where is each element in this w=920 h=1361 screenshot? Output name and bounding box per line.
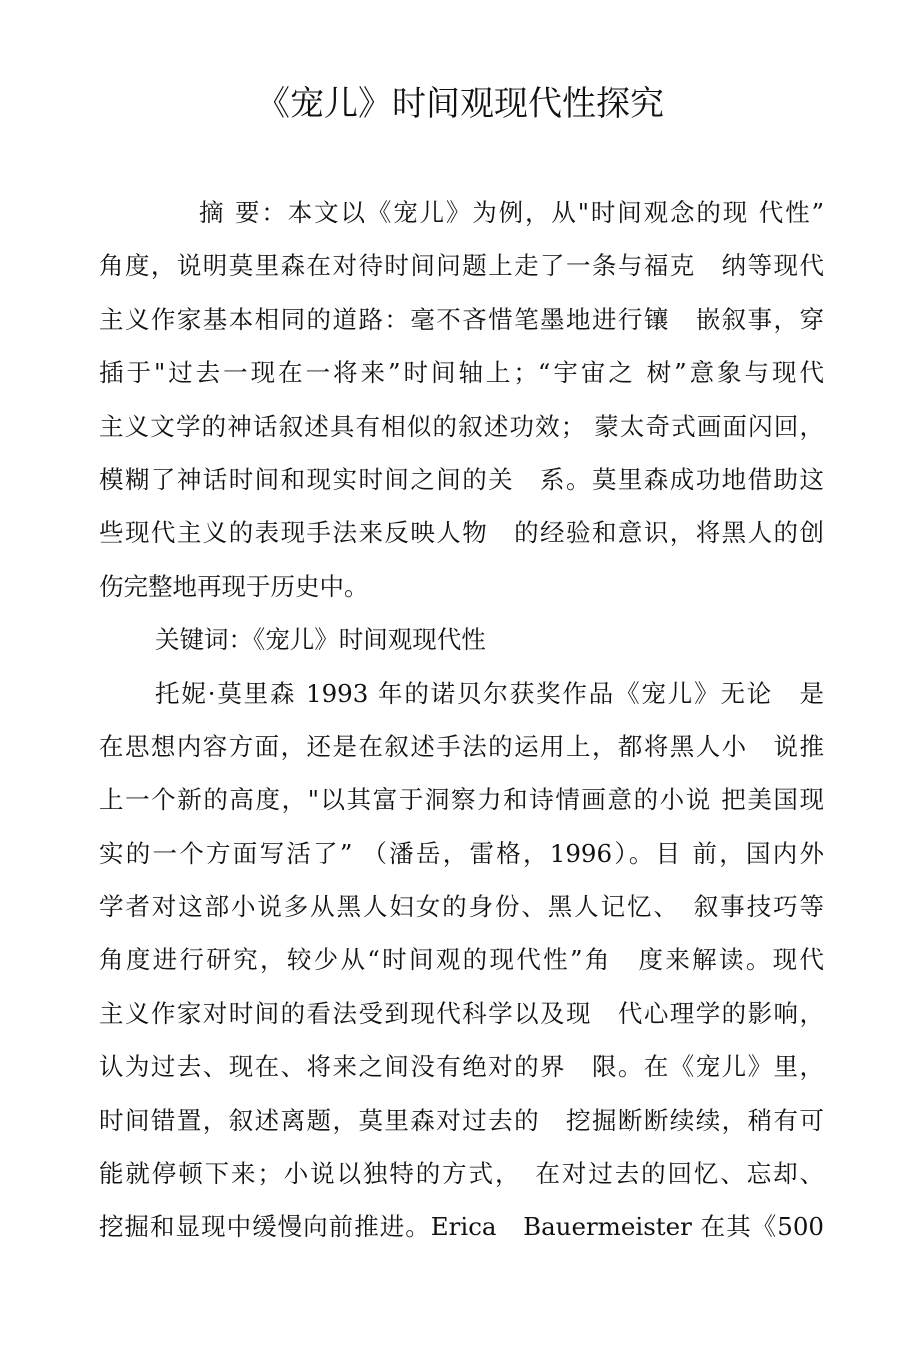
paragraph-line: 主义作家对时间的看法受到现代科学以及现 代心理学的影响， [99,998,824,1028]
abstract-line: 摘 要：本文以《宠儿》为例，从"时间观念的现 代性” [199,198,824,227]
paragraph-line: 时间错置，叙述离题，莫里森对过去的 挖掘断断续续，稍有可 [99,1105,824,1135]
keywords-line: 关键词：《宠儿》时间观现代性 [155,625,486,655]
paragraph-line: 上一个新的高度，"以其富于洞察力和诗情画意的小说 把美国现 [99,785,824,815]
abstract-line: 些现代主义的表现手法来反映人物 的经验和意识，将黑人的创 [99,518,824,548]
abstract-line: 模糊了神话时间和现实时间之间的关 系。莫里森成功地借助这 [99,464,824,494]
paragraph-line: 实的一个方面写活了” （潘岳，雷格，1996）。目 前，国内外 [99,838,824,868]
abstract-line: 伤完整地再现于历史中。 [99,571,369,601]
document-title: 《宠儿》时间观现代性探究 [256,84,664,124]
paragraph-line: 角度进行研究，较少从“时间观的现代性”角 度来解读。现代 [99,945,824,975]
paragraph-line: 认为过去、现在、将来之间没有绝对的界 限。在《宠儿》里， [99,1052,824,1082]
paragraph-line: 挖掘和显现中缓慢向前推进。Erica Bauermeister 在其《500 [99,1212,824,1242]
paragraph-line: 在思想内容方面，还是在叙述手法的运用上，都将黑人小 说推 [99,731,824,761]
document-body [99,186,824,1254]
abstract-line: 主义作家基本相同的道路：毫不吝惜笔墨地进行镶 嵌叙事，穿 [99,304,824,334]
paragraph-line: 能就停顿下来；小说以独特的方式， 在对过去的回忆、忘却、 [99,1159,824,1189]
paragraph-line: 学者对这部小说多从黑人妇女的身份、黑人记忆、 叙事技巧等 [99,892,824,922]
abstract-line: 主义文学的神话叙述具有相似的叙述功效； 蒙太奇式画面闪回， [99,411,824,441]
abstract-line: 插于"过去一现在一将来”时间轴上；“宇宙之 树”意象与现代 [99,358,824,388]
paragraph-line: 托妮·莫里森 1993 年的诺贝尔获奖作品《宠儿》无论 是 [155,678,824,708]
abstract-line: 角度，说明莫里森在对待时间问题上走了一条与福克 纳等现代 [99,251,824,281]
